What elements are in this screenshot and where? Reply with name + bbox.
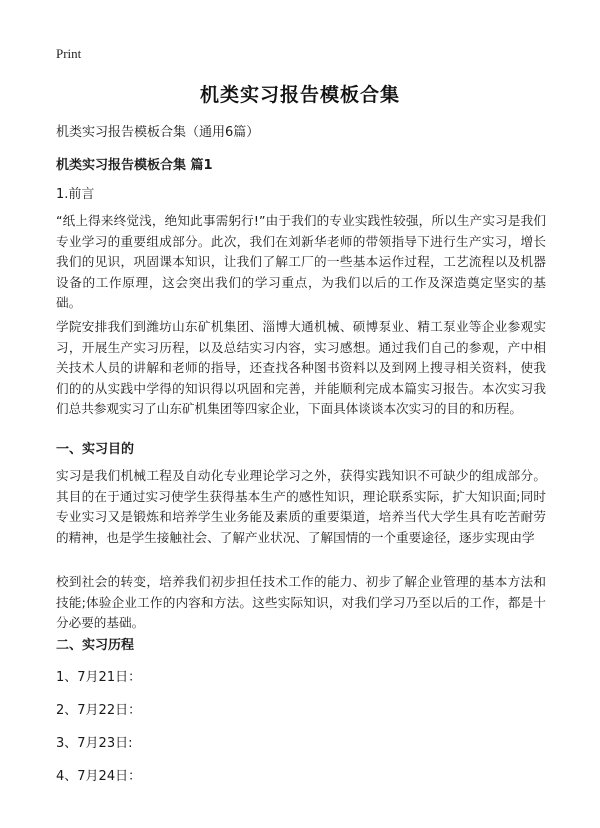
heading-purpose: 一、实习目的 bbox=[56, 442, 135, 457]
paragraph-4: 校到社会的转变，培养我们初步担任技术工作的能力、初步了解企业管理的基本方法和技能;体验企业工作的内容和方法。这些实际知识，对我们学习乃至以后的工作，都是十分必要的基础。 bbox=[56, 574, 546, 630]
section-intro: 1.前言 bbox=[56, 187, 95, 202]
document-title: 机类实习报告模板合集 bbox=[199, 84, 400, 106]
paragraph-2: 学院安排我们到潍坊山东矿机集团、淄博大通机械、硕博泵业、精工泵业等企业参观实习，开展生产实习历程，以及总结实习内容，实习感想。通过我们自己的参观，产中相关技术人员的讲解和老师的指导，还查找各种图书资料以及到网上搜寻相关资料，使我们的的从实践中学得的知识得以巩固和完善，并能顺利完成本篇实习报告。本次实习我们总共参观实习了山东矿机集团等四家企业，下面具体谈谈本次实习的目的和历程。 bbox=[56, 319, 546, 416]
paragraph-3: 实习是我们机械工程及自动化专业理论学习之外，获得实践知识不可缺少的组成部分。其目的在于通过实习使学生获得基本生产的感性知识，理论联系实际，扩大知识面;同时专业实习又是锻炼和培养学生业务能及素质的重要渠道，培养当代大学生具有吃苦耐劳的精神，也是学生接触社会、了解产业状况、了解国情的一个重要途径，逐步实现由学 bbox=[56, 468, 546, 545]
schedule-item-4: 4、7月24日： bbox=[56, 769, 142, 784]
article-title: 机类实习报告模板合集 篇1 bbox=[56, 158, 213, 173]
print-label[interactable]: Print bbox=[56, 46, 82, 61]
heading-process: 二、实习历程 bbox=[56, 638, 135, 653]
paragraph-1: “纸上得来终觉浅，绝知此事需躬行!”由于我们的专业实践性较强，所以生产实习是我们专业学习的重要组成部分。此次，我们在刘新华老师的带领指导下进行生产实习，增长我们的见识，巩固课本知识，让我们了解工厂的一些基本运作过程，工艺流程以及机器设备的工作原理，这会突出我们的学习重点，为我们以后的工作及深造奠定坚实的基础。 bbox=[56, 213, 546, 310]
schedule-item-1: 1、7月21日： bbox=[56, 670, 142, 685]
document-subtitle: 机类实习报告模板合集（通用6篇） bbox=[56, 125, 260, 140]
schedule-item-3: 3、7月23日: bbox=[56, 736, 133, 751]
schedule-item-2: 2、7月22日： bbox=[56, 703, 142, 718]
